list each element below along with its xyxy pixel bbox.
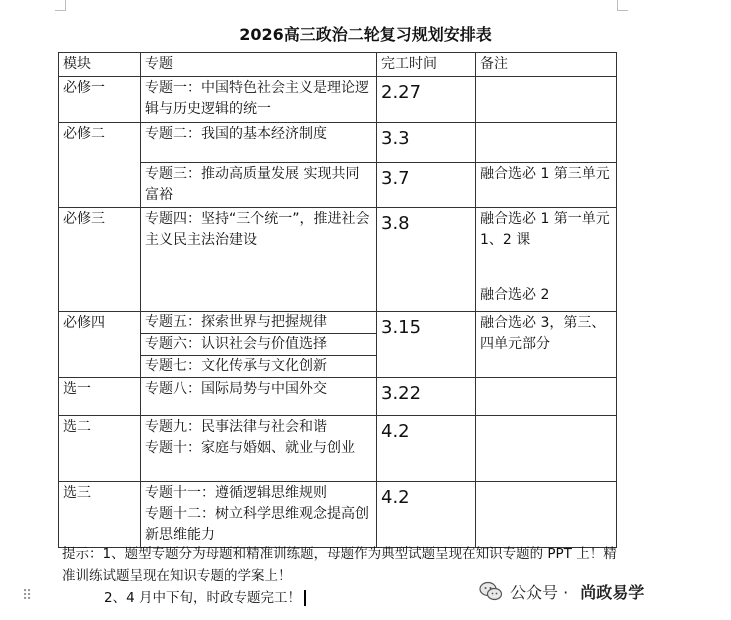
module-cell: 必修四 [59,312,141,378]
topic-cell [141,312,377,378]
watermark [478,578,644,604]
header-note: 备注 [476,53,617,77]
module-cell: 必修三 [59,208,141,312]
wechat-icon [478,578,504,604]
topic-line: 专题六：认识社会与价值选择 [141,334,376,356]
note-cell: 融合选必 1 第三单元 [476,163,617,208]
page-corner-mark [55,0,66,11]
document-title: 2026高三政治二轮复习规划安排表 [239,25,492,44]
note-text: 融合选必 2 [480,287,550,303]
time-cell: 2.27 [377,77,476,123]
watermark-label: 公众号 · [510,582,569,602]
drag-handle-icon[interactable]: ⠿ [22,588,32,604]
table-row [59,77,617,123]
topic-cell [141,416,377,482]
module-cell: 选三 [59,482,141,548]
table-row [59,163,617,208]
table-row [59,378,617,416]
module-cell: 选二 [59,416,141,482]
topic-line: 专题五：探索世界与把握规律 [141,312,376,334]
topic-cell: 专题一：中国特色社会主义是理论逻辑与历史逻辑的统一 [141,77,377,123]
header-topic: 专题 [141,53,377,77]
table-row [59,416,617,482]
topic-cell: 专题四：坚持“三个统一”，推进社会主义民主法治建设 [141,208,377,312]
topic-line: 专题十二：树立科学思维观念提高创新思维能力 [145,506,369,543]
time-cell: 4.2 [377,482,476,548]
note-cell [476,416,617,482]
table-row [59,482,617,548]
note-cell [476,123,617,163]
page-corner-mark [617,0,628,11]
note-cell [476,378,617,416]
time-cell: 4.2 [377,416,476,482]
note-cell [476,77,617,123]
topic-cell: 专题二：我国的基本经济制度 [141,123,377,163]
table-row [59,312,617,378]
time-cell: 3.22 [377,378,476,416]
time-cell: 3.8 [377,208,476,312]
tips-line: 提示：1、题型专题分为母题和精准训练题，母题作为典型试题呈现在知识专题的 PPT 上！精准训练试题呈现在知识专题的学案上！ [62,546,617,584]
note-cell [476,482,617,548]
note-cell: 融合选必 3，第三、四单元部分 [476,312,617,378]
module-cell: 必修一 [59,77,141,123]
schedule-table [58,52,617,548]
watermark-name: 尚政易学 [580,582,645,602]
header-module: 模块 [59,53,141,77]
module-cell: 必修二 [59,123,141,208]
topic-line: 专题九：民事法律与社会和谐 [145,419,327,435]
tips-text: 2、4 月中下旬，时政专题完工！ [104,590,301,606]
note-cell [476,208,617,312]
note-text: 融合选必 1 第一单元 1、2 课 [480,211,610,248]
topic-line: 专题十：家庭与婚姻、就业与创业 [145,440,355,456]
time-cell: 3.15 [377,312,476,378]
header-time: 完工时间 [377,53,476,77]
topic-cell: 专题八：国际局势与中国外交 [141,378,377,416]
table-row [59,123,617,163]
table-header-row [59,53,617,77]
text-cursor [304,590,306,606]
time-cell: 3.7 [377,163,476,208]
topic-line: 专题七：文化传承与文化创新 [145,358,327,374]
module-cell: 选一 [59,378,141,416]
table-row [59,208,617,312]
time-cell: 3.3 [377,123,476,163]
topic-line: 专题十一：遵循逻辑思维规则 [145,485,327,501]
topic-cell [141,482,377,548]
topic-cell: 专题三：推动高质量发展 实现共同富裕 [141,163,377,208]
